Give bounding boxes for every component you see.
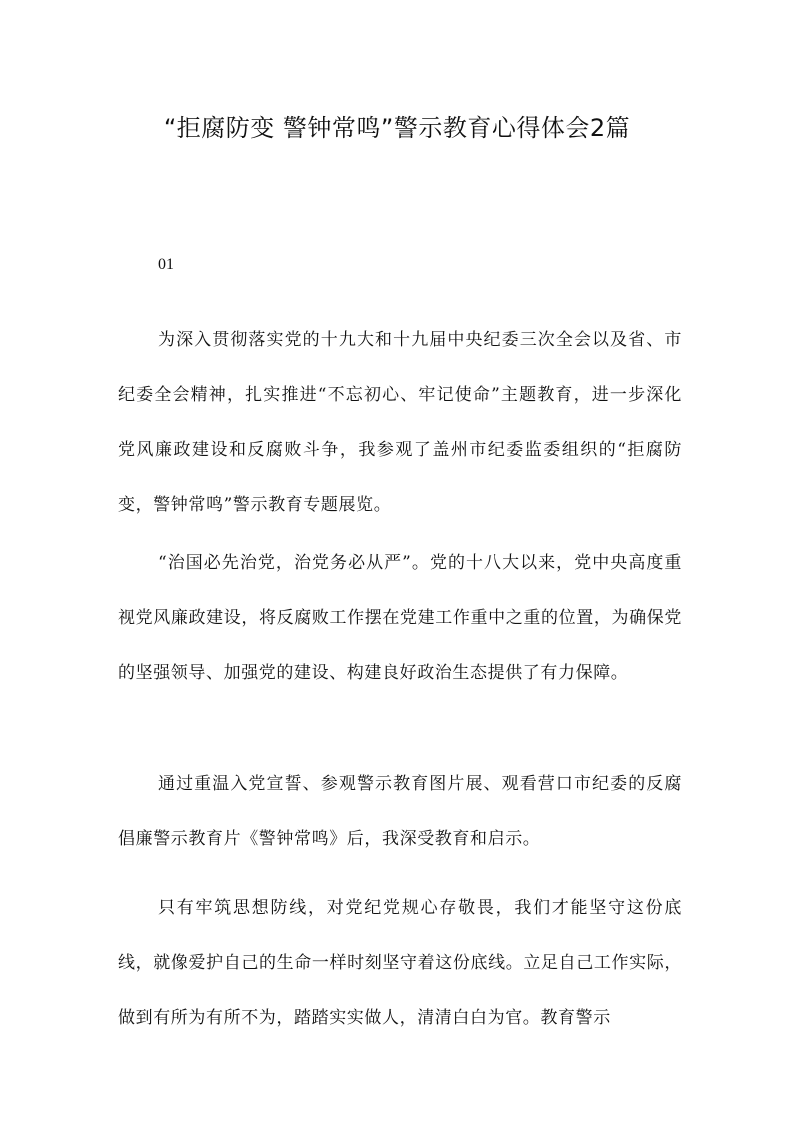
paragraph-1: 为深入贯彻落实党的十九大和十九届中央纪委三次全会以及省、市纪委全会精神，扎实推进“不忘初心、牢记使命”主题教育，进一步深化党风廉政建设和反腐败斗争，我参观了盖州市纪委监委组织的“拒腐防变，警钟常鸣”警示教育专题展览。: [118, 330, 682, 515]
paragraph-4: 只有牢筑思想防线，对党纪党规心存敬畏，我们才能坚守这份底线，就像爱护自己的生命一样时刻坚守着这份底线。立足自己工作实际，做到有所为有所不为，踏踏实实做人，清清白白为官。教育警示: [118, 898, 682, 1028]
paragraph-2: “治国必先治党，治党务必从严”。党的十八大以来，党中央高度重视党风廉政建设，将反腐败工作摆在党建工作重中之重的位置，为确保党的坚强领导、加强党的建设、构建良好政治生态提供了有力保障。: [118, 553, 682, 683]
document-title: “拒腐防变 警钟常鸣”警示教育心得体会2篇: [163, 114, 631, 142]
section-number: 01: [158, 256, 174, 273]
paragraph-3: 通过重温入党宣誓、参观警示教育图片展、观看营口市纪委的反腐倡廉警示教育片《警钟常鸣》后，我深受教育和启示。: [118, 774, 682, 849]
